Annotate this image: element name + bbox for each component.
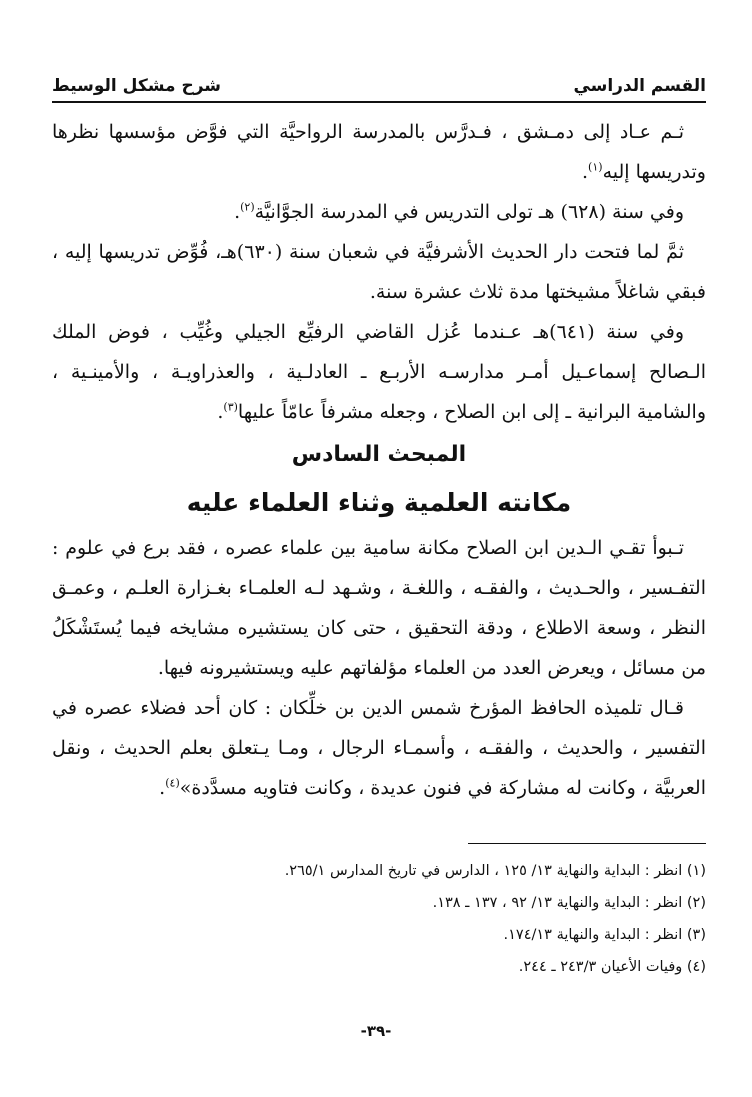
paragraph: وفي سنة (٦٤١)هـ عـندما عُزل القاضي الرفيِّع الجيلي وغُيِّب ، فوض الملك الـصالح إسماعـيل أمـر مدارسـه الأربـع ـ العادلـية ، والعذراويـة ، والأمينـية ، والشامية البرانية ـ إلى ابن الصلاح ، وجعله مشرفاً عامّاً عليها$^{(٣)}$. <box>52 321 706 423</box>
paragraph: قـال تلميذه الحافظ المؤرخ شمس الدين بن خلِّكان : كان أحد فضلاء عصره في التفسير ، والحديث ، والفقـه ، وأسمـاء الرجال ، ومـا يـتعلق بعلم الحديث ، ونقل العربيَّة ، وكانت له مشاركة في فنون عديدة ، وكانت فتاويه مسدَّدة»$^{(٤)}$. <box>52 697 706 799</box>
footnote: (٣) انظر : البداية والنهاية ١٧٤/١٣. <box>503 927 706 943</box>
main-text <box>52 112 706 808</box>
page-number: -٣٩- <box>360 1022 392 1040</box>
paragraph: ثـم عـاد إلى دمـشق ، فـدرَّس بالمدرسة الرواحيَّة التي فوَّض مؤسسها نظرها وتدريسها إليه$^{(١)}$. <box>52 121 706 183</box>
running-header <box>52 66 706 96</box>
paragraph: وفي سنة (٦٢٨) هـ تولى التدريس في المدرسة الجوَّانيَّة$^{(٢)}$. <box>234 200 684 223</box>
header-section-title: القسم الدراسي <box>573 76 706 96</box>
paragraph: ثمَّ لما فتحت دار الحديث الأشرفيَّة في شعبان سنة (٦٣٠)هـ، فُوِّض تدريسها إليه ، فبقي شاغلاً مشيختها مدة ثلاث عشرة سنة. <box>52 241 706 303</box>
section-heading: المبحث السادس <box>291 442 467 467</box>
footnote-rule <box>468 843 706 844</box>
section-title: مكانته العلمية وثناء العلماء عليه <box>186 488 572 517</box>
footnote: (٤) وفيات الأعيان ٢٤٣/٣ ـ ٢٤٤. <box>518 959 706 975</box>
header-rule <box>52 101 706 103</box>
header-book-title: شرح مشكل الوسيط <box>52 76 221 96</box>
footnote-marker: (١) <box>588 160 603 174</box>
footnote-marker: (٣) <box>223 400 238 414</box>
footnote-marker: (٢) <box>240 200 255 214</box>
footnotes <box>52 855 706 983</box>
footnote: (١) انظر : البداية والنهاية ١٣/ ١٢٥ ، الدارس في تاريخ المدارس ٢٦٥/١. <box>284 863 706 879</box>
footnote-marker: (٤) <box>165 776 180 790</box>
footnote: (٢) انظر : البداية والنهاية ١٣/ ٩٢ ، ١٣٧ ـ ١٣٨. <box>432 895 706 911</box>
paragraph: تـبوأ تقـي الـدين ابن الصلاح مكانة سامية بين علماء عصره ، فقد برع في علوم : التفـسير ، والحـديث ، والفقـه ، واللغـة ، وشـهد لـه العلمـاء بغـزارة العلـم ، وعمـق النظر ، وسعة الاطلاع ، ودقة التحقيق ، حتى كان يستشيره مشايخه فيما يُستَشْكَلُ من مسائل ، ويعرض العدد من العلماء مؤلفاتهم عليه ويستشيرونه فيها. <box>52 537 706 679</box>
